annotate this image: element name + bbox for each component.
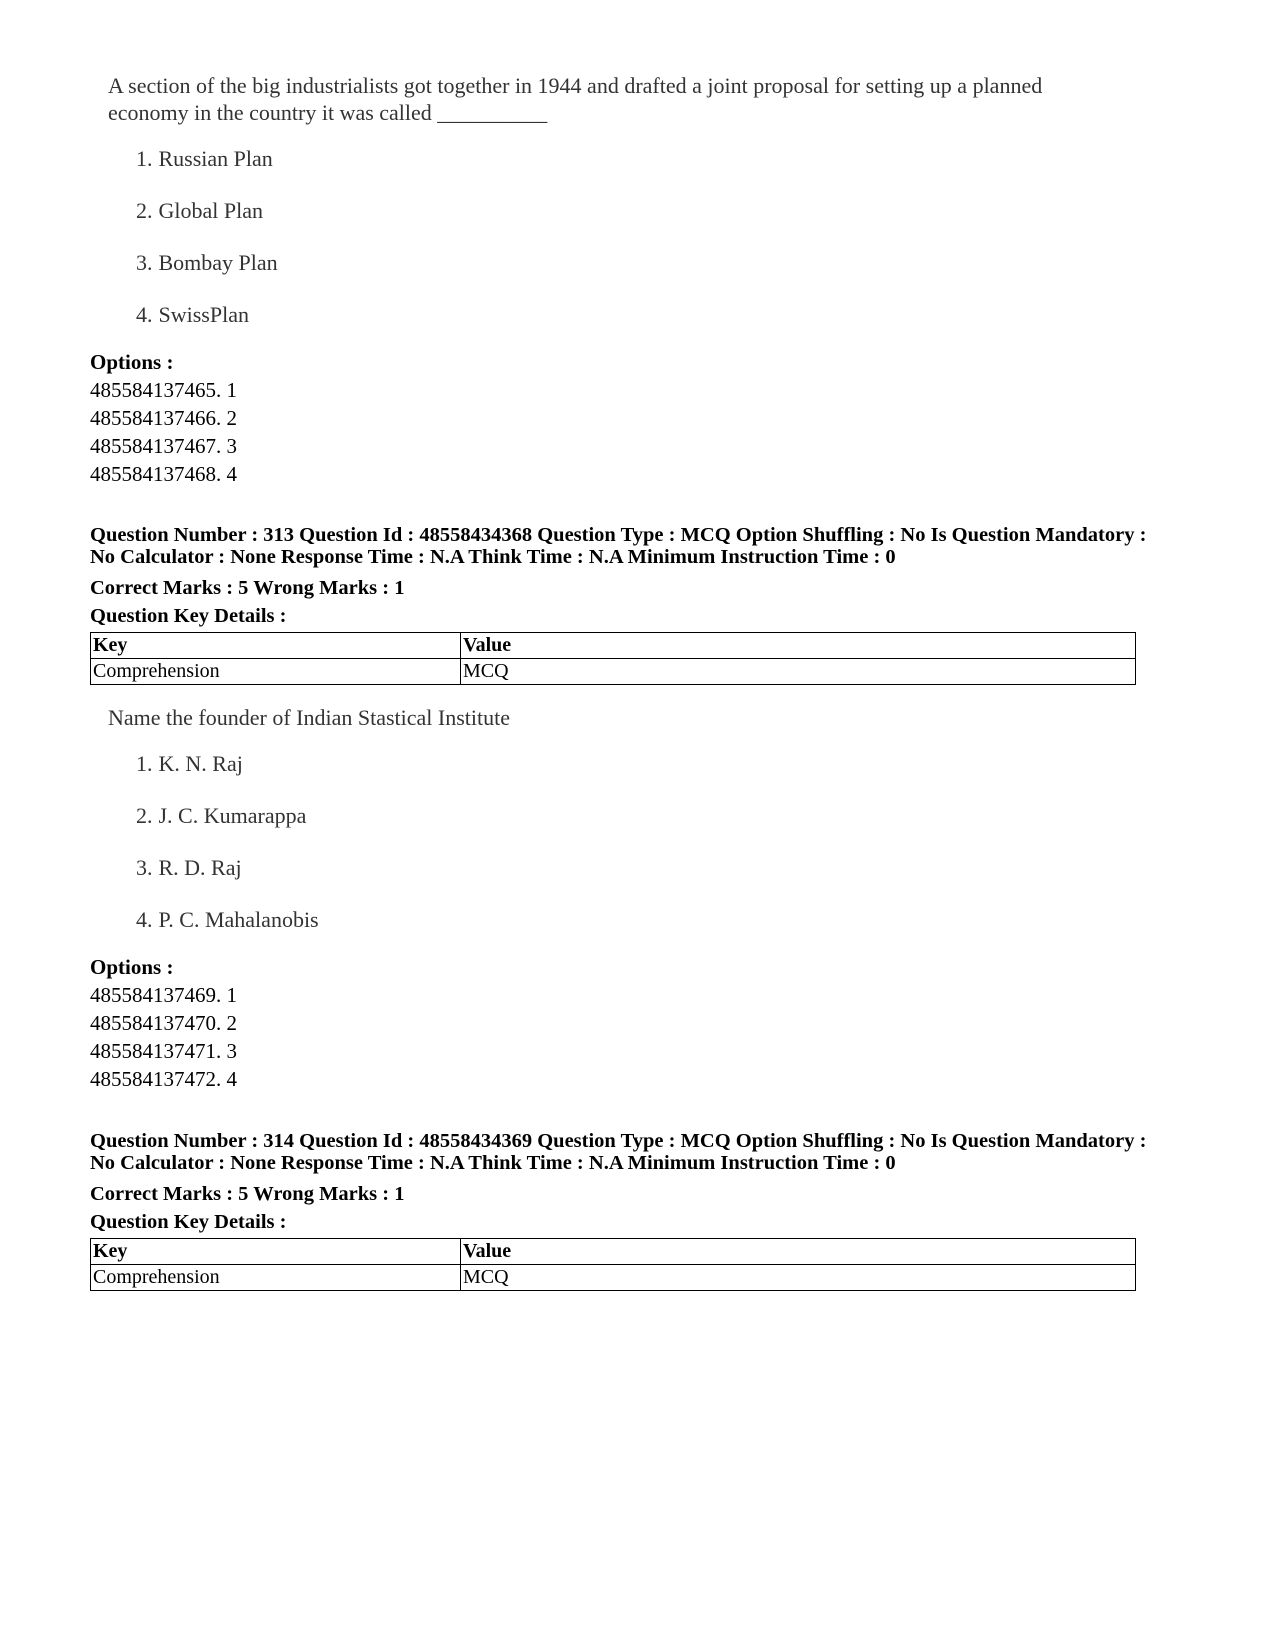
- option-line: 485584137467. 3: [90, 434, 237, 458]
- choice-text: SwissPlan: [158, 302, 249, 327]
- choice-text: P. C. Mahalanobis: [158, 907, 319, 932]
- choice-item: [136, 803, 1108, 855]
- key-details-heading: Question Key Details :: [90, 1211, 287, 1233]
- choice-item: [136, 907, 1108, 959]
- table-header-key: Key: [91, 1239, 461, 1265]
- table-cell-key: Comprehension: [91, 1265, 461, 1291]
- choice-number: 1.: [136, 751, 153, 776]
- key-details-table: [90, 632, 1136, 685]
- choice-text: Bombay Plan: [158, 250, 278, 275]
- option-line: 485584137472. 4: [90, 1067, 237, 1091]
- choice-number: 1.: [136, 146, 153, 171]
- choice-text: Global Plan: [158, 198, 263, 223]
- options-block-312: [90, 348, 1136, 488]
- key-details-table: [90, 1238, 1136, 1291]
- table-header-row: [91, 633, 1136, 659]
- option-line: 485584137466. 2: [90, 406, 237, 430]
- choice-item: [136, 146, 1108, 198]
- options-heading: Options :: [90, 350, 174, 374]
- question-meta-314: [90, 1130, 1147, 1291]
- choice-number: 2.: [136, 198, 153, 223]
- choice-text: R. D. Raj: [158, 855, 242, 880]
- marks-line: Correct Marks : 5 Wrong Marks : 1: [90, 577, 405, 599]
- options-heading: Options :: [90, 955, 174, 979]
- table-row: [91, 659, 1136, 685]
- choice-item: [136, 855, 1108, 907]
- question-image-312: [108, 72, 1108, 354]
- question-meta-313: [90, 524, 1147, 685]
- question-stem: Name the founder of Indian Stastical Institute: [108, 705, 510, 730]
- choice-item: [136, 751, 1108, 803]
- choice-item: [136, 198, 1108, 250]
- question-stem: A section of the big industrialists got together in 1944 and drafted a joint proposal for setting up a planned economy in the country it was called __________: [108, 73, 1043, 125]
- option-line: 485584137465. 1: [90, 378, 237, 402]
- choice-item: [136, 250, 1108, 302]
- choice-item: [136, 302, 1108, 354]
- question-meta-line: Question Number : 313 Question Id : 48558434368 Question Type : MCQ Option Shuffling : No Is Question Mandatory :: [90, 524, 1147, 546]
- table-header-value: Value: [461, 633, 1136, 659]
- table-header-row: [91, 1239, 1136, 1265]
- table-cell-key: Comprehension: [91, 659, 461, 685]
- choice-text: K. N. Raj: [158, 751, 243, 776]
- option-line: 485584137468. 4: [90, 462, 237, 486]
- question-meta-line: No Calculator : None Response Time : N.A Think Time : N.A Minimum Instruction Time : 0: [90, 546, 896, 568]
- option-line: 485584137470. 2: [90, 1011, 237, 1035]
- choice-number: 4.: [136, 302, 153, 327]
- choice-text: Russian Plan: [158, 146, 273, 171]
- choice-list: [108, 751, 1108, 959]
- choice-number: 2.: [136, 803, 153, 828]
- options-block-313: [90, 953, 1136, 1093]
- option-line: 485584137471. 3: [90, 1039, 237, 1063]
- table-header-value: Value: [461, 1239, 1136, 1265]
- choice-number: 3.: [136, 855, 153, 880]
- choice-text: J. C. Kumarappa: [158, 803, 307, 828]
- question-meta-line: No Calculator : None Response Time : N.A Think Time : N.A Minimum Instruction Time : 0: [90, 1152, 896, 1174]
- choice-number: 4.: [136, 907, 153, 932]
- table-row: [91, 1265, 1136, 1291]
- marks-line: Correct Marks : 5 Wrong Marks : 1: [90, 1183, 405, 1205]
- option-line: 485584137469. 1: [90, 983, 237, 1007]
- table-cell-value: MCQ: [461, 1265, 1136, 1291]
- table-cell-value: MCQ: [461, 659, 1136, 685]
- question-image-313: [108, 704, 1108, 959]
- choice-number: 3.: [136, 250, 153, 275]
- key-details-heading: Question Key Details :: [90, 605, 287, 627]
- question-meta-line: Question Number : 314 Question Id : 48558434369 Question Type : MCQ Option Shuffling : No Is Question Mandatory :: [90, 1130, 1147, 1152]
- table-header-key: Key: [91, 633, 461, 659]
- choice-list: [108, 146, 1108, 354]
